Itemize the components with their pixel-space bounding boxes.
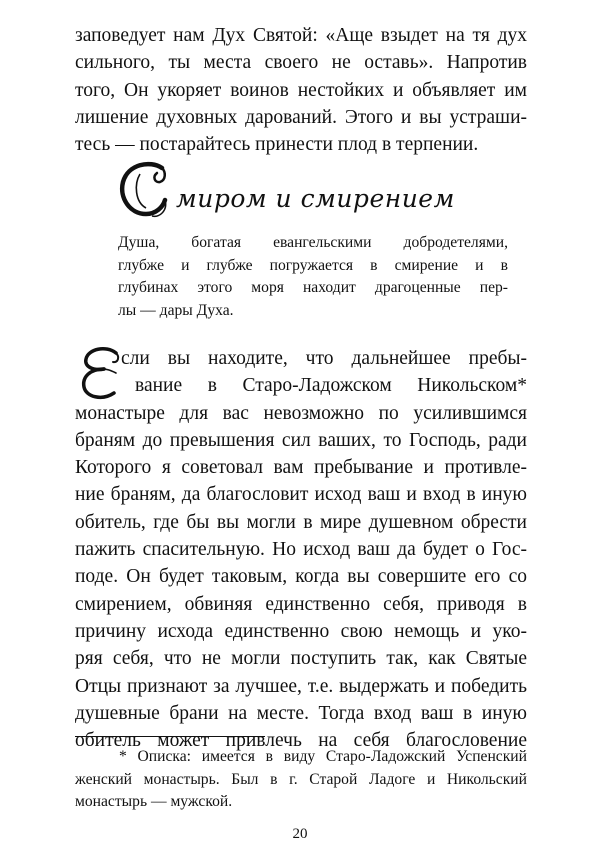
text-line: монастыре для вас невозможно по усилившимся (75, 402, 527, 424)
text-line: ние браням, да благословит исход ваш и вход в иную (75, 484, 527, 506)
epigraph-line: глубже и глубже погружается в смирение и в (118, 256, 508, 274)
footnote-divider (75, 736, 265, 737)
text-line: Отцы признают за лучшее, т.е. выдержать и победить (75, 675, 527, 697)
footnote-line: * Описка: имеется в виду Старо-Ладожский Успенский (119, 748, 527, 765)
text-line: ряя себя, что не могли поступить так, как Святые (75, 648, 527, 670)
text-line: поде. Он будет таковым, когда вы совершите его со (75, 566, 527, 588)
text-line: сильного, ты места своего не оставь». Напротив (75, 52, 527, 74)
top-paragraph (75, 22, 527, 158)
text-line: душевные брани на месте. Тогда вход ваш в иную (75, 702, 527, 724)
text-line: лишение духовных дарований. Этого и вы устраши- (75, 106, 527, 128)
epigraph-line: глубинах этого моря находит драгоценные пер- (118, 279, 508, 296)
text-line: сли вы находите, что дальнейшее пребы- (121, 348, 527, 369)
epigraph-line: Душа, богатая евангельскими добродетелями, (118, 234, 508, 251)
text-line: браням до превышения сил ваших, то Господь, ради (75, 429, 527, 451)
main-paragraph (75, 345, 527, 754)
text-line: заповедует нам Дух Святой: «Аще взыдет на тя дух (75, 25, 527, 46)
text-line: смирением, обвиняя единственно себя, приводя в (75, 593, 527, 615)
text-line-last: тесь — постарайтесь принести плод в терпении. (75, 134, 479, 156)
footnote-line-last: монастырь — мужской. (75, 793, 233, 810)
text-line: того, Он укоряет воинов нестойких и объявляет им (75, 79, 527, 101)
heading-initial-ornament (116, 158, 176, 222)
epigraph (118, 232, 508, 322)
text-line: обитель, где бы вы могли в мире душевном обрести (75, 511, 527, 533)
text-line: причину исхода единственно свою немощь и уко- (75, 620, 527, 642)
epigraph-line-last: лы — дары Духа. (118, 301, 234, 319)
section-title: миром и смирением (176, 184, 455, 213)
footnote (75, 746, 527, 814)
page-number: 20 (292, 826, 308, 842)
text-line: пажить спасительную. Но исход ваш да будет о Гос- (75, 539, 527, 561)
footnote-line: женский монастырь. Был в г. Старой Ладоге и Никольский (75, 770, 527, 788)
text-line: Которого я советовал вам пребывание и противле- (75, 457, 527, 479)
text-line: обитель может привлечь на себя благословение (75, 730, 527, 752)
text-line: вание в Старо-Ладожском Никольском* (135, 375, 527, 397)
